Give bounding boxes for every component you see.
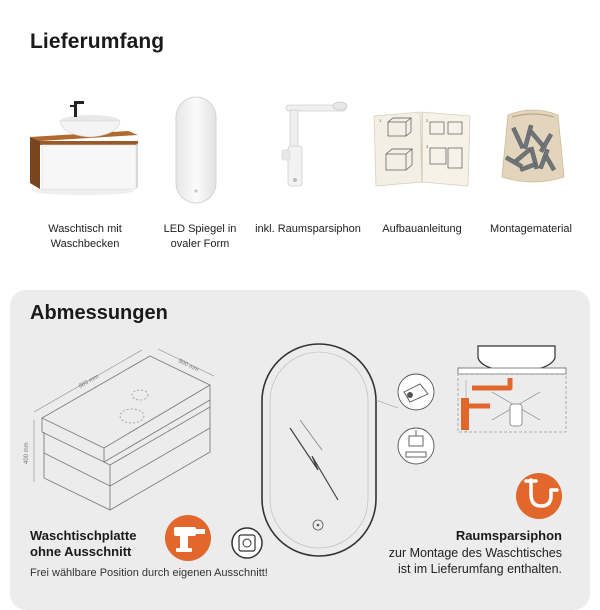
mirror-outline <box>262 344 376 556</box>
width-dimension-label: 800 mm <box>78 373 100 390</box>
depth-dimension-label: 500 mm <box>177 358 200 374</box>
power-socket-icon <box>232 528 262 558</box>
caption-vanity-line-2: Waschbecken <box>50 238 120 250</box>
caption-hardware-line-1: Montagematerial <box>490 223 572 235</box>
cutout-markers <box>120 390 148 423</box>
siphon-text-line-1: zur Montage des Waschtisches <box>388 546 562 560</box>
waschtisch-title-line-2: ohne Ausschnitt <box>30 544 132 559</box>
svg-text:2: 2 <box>426 118 429 123</box>
vanity-outline <box>42 356 210 510</box>
svg-text:1: 1 <box>379 118 382 123</box>
svg-text:3: 3 <box>426 144 429 149</box>
caption-mirror-line-2: ovaler Form <box>170 238 230 250</box>
waschtisch-feature-subtitle: Frei wählbare Position durch eigenen Ausschnitt! <box>30 567 268 579</box>
caption-mirror-line-1: LED Spiegel in <box>163 223 237 235</box>
page-title: Lieferumfang <box>30 30 165 53</box>
waschtisch-title-line-1: Waschtischplatte <box>30 528 137 543</box>
siphon-diagram <box>458 346 566 432</box>
siphon-feature-title: Raumsparsiphon <box>455 528 562 543</box>
dimensions-title: Abmessungen <box>30 302 168 324</box>
waschtisch-feature-title <box>30 528 136 560</box>
install-step-icons <box>376 374 434 464</box>
siphon-badge <box>516 473 562 519</box>
siphon-text-line-2: ist im Lieferumfang enthalten. <box>398 562 562 576</box>
height-dimension-label: 400 mm <box>24 442 30 464</box>
siphon-feature-text <box>389 545 562 577</box>
caption-siphon-line-1: inkl. Raumsparsiphon <box>255 223 361 235</box>
caption-manual-line-1: Aufbauanleitung <box>382 223 462 235</box>
dimension-lines <box>34 349 214 482</box>
caption-vanity-line-1: Waschtisch mit <box>48 223 122 235</box>
